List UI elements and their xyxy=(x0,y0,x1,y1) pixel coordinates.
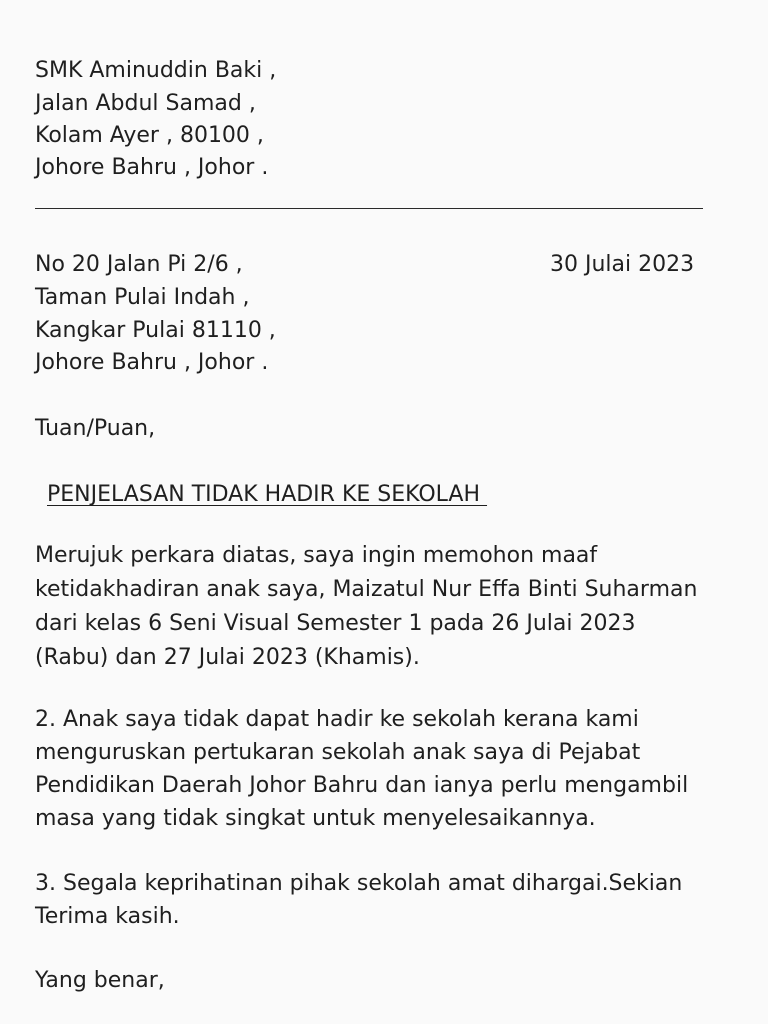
recipient-address-line-1: SMK Aminuddin Baki , xyxy=(35,58,277,83)
paragraph-2-line-4: masa yang tidak singkat untuk menyelesaikannya. xyxy=(35,806,596,831)
paragraph-1-line-3: dari kelas 6 Seni Visual Semester 1 pada 26 Julai 2023 xyxy=(35,611,636,636)
sender-address-line-2: Taman Pulai Indah , xyxy=(35,285,250,310)
paragraph-1-line-4: (Rabu) dan 27 Julai 2023 (Khamis). xyxy=(35,645,420,670)
closing: Yang benar, xyxy=(35,968,165,993)
paragraph-1-line-2: ketidakhadiran anak saya, Maizatul Nur Effa Binti Suharman xyxy=(35,577,698,602)
sender-address-line-4: Johore Bahru , Johor . xyxy=(35,350,269,375)
sender-address-line-3: Kangkar Pulai 81110 , xyxy=(35,318,276,343)
recipient-address-line-3: Kolam Ayer , 80100 , xyxy=(35,123,264,148)
divider-line xyxy=(35,208,703,209)
paragraph-2-line-2: menguruskan pertukaran sekolah anak saya di Pejabat xyxy=(35,740,641,765)
paragraph-1-line-1: Merujuk perkara diatas, saya ingin memohon maaf xyxy=(35,543,598,568)
paragraph-3-line-1: 3. Segala keprihatinan pihak sekolah amat dihargai.Sekian xyxy=(35,871,683,896)
paragraph-2-line-3: Pendidikan Daerah Johor Bahru dan ianya perlu mengambil xyxy=(35,773,689,798)
recipient-address-line-4: Johore Bahru , Johor . xyxy=(35,155,269,180)
sender-address-line-1: No 20 Jalan Pi 2/6 , xyxy=(35,252,243,277)
letter-subject: PENJELASAN TIDAK HADIR KE SEKOLAH xyxy=(47,482,488,507)
paragraph-3-line-2: Terima kasih. xyxy=(35,904,180,929)
paragraph-2-line-1: 2. Anak saya tidak dapat hadir ke sekolah kerana kami xyxy=(35,707,639,732)
recipient-address-line-2: Jalan Abdul Samad , xyxy=(35,91,256,116)
salutation: Tuan/Puan, xyxy=(35,416,156,441)
letter-date: 30 Julai 2023 xyxy=(550,252,695,277)
